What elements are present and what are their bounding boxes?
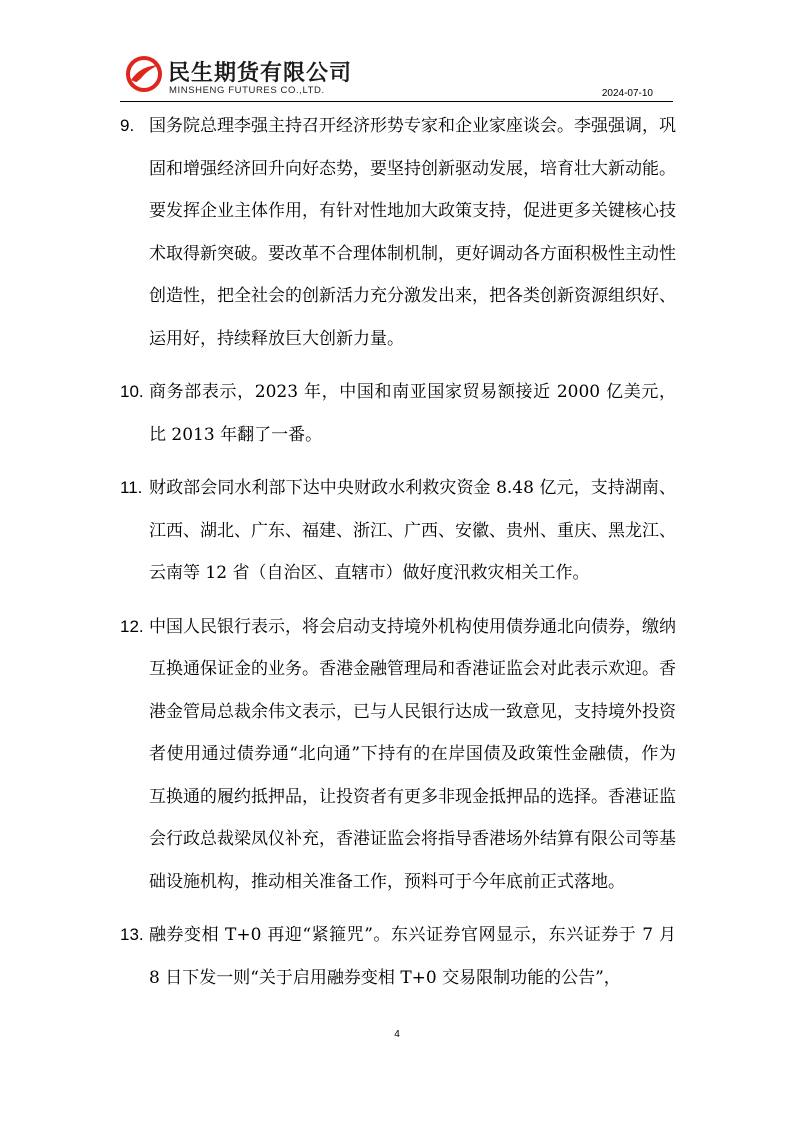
header-divider (120, 101, 673, 102)
item-number: 11. (120, 478, 143, 497)
minsheng-logo-icon (126, 56, 162, 92)
company-name-cn: 民生期货有限公司 (168, 61, 353, 86)
page-number: 4 (394, 1029, 400, 1040)
page-header (120, 52, 673, 102)
company-name-en: MINSHENG FUTURES CO.,LTD. (169, 85, 325, 96)
item-number: 13. (120, 925, 144, 944)
item-text: 国务院总理李强主持召开经济形势专家和企业家座谈会。李强强调，巩固和增强经济回升向好态势，要坚持创新驱动发展，培育壮大新动能。要发挥企业主体作用，有针对性地加大政策支持，促进更多关键核心技术取得新突破。要改革不合理体制机制，更好调动各方面积极性主动性创造性，把全社会的创新活力充分激发出来，把各类创新资源组织好、运用好，持续释放巨大创新力量。 (149, 116, 676, 349)
news-item-12 (120, 606, 676, 904)
news-item-10 (120, 371, 676, 456)
item-number: 12. (120, 616, 144, 636)
item-text: 融券变相 T+0 再迎“紧箍咒”。东兴证券官网显示，东兴证券于 7 月 8 日下发一则“关于启用融券变相 T+0 交易限制功能的公告”， (149, 925, 676, 988)
item-text: 中国人民银行表示，将会启动支持境外机构使用债券通北向债券，缴纳互换通保证金的业务。香港金融管理局和香港证监会对此表示欢迎。香港金管局总裁余伟文表示，已与人民银行达成一致意见，支持境外投资者使用通过债券通“北向通”下持有的在岸国债及政策性金融债，作为互换通的履约抵押品，让投资者有更多非现金抵押品的选择。香港证监会行政总裁梁凤仪补充，香港证监会将指导香港场外结算有限公司等基础设施机构，推动相关准备工作，预料可于今年底前正式落地。 (149, 616, 676, 892)
item-text: 财政部会同水利部下达中央财政水利救灾资金 8.48 亿元，支持湖南、江西、湖北、广东、福建、浙江、广西、安徽、贵州、重庆、黑龙江、云南等 12 省（自治区、直辖市）做好度汛救灾相关工作。 (149, 478, 676, 583)
item-number: 9. (120, 116, 135, 135)
item-number: 10. (120, 382, 144, 401)
news-item-13 (120, 914, 676, 999)
news-item-11 (120, 467, 676, 595)
report-date: 2024-07-10 (601, 88, 653, 99)
news-list (120, 105, 676, 1010)
news-item-9 (120, 105, 676, 360)
item-text: 商务部表示，2023 年，中国和南亚国家贸易额接近 2000 亿美元，比 2013 年翻了一番。 (149, 382, 676, 445)
